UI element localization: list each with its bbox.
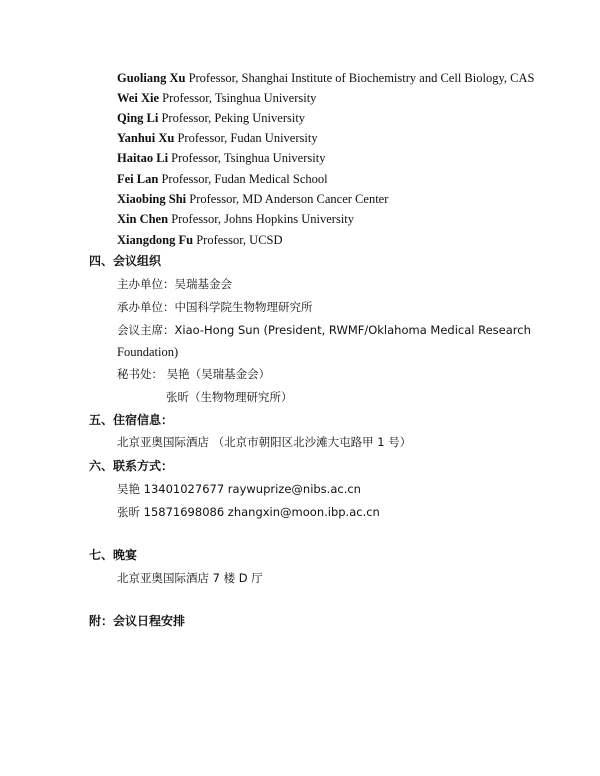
speaker-title: Professor, MD Anderson Cancer Center <box>186 192 389 206</box>
speaker-name: Qing Li <box>117 111 159 125</box>
speaker-entry <box>117 90 316 106</box>
speaker-entry <box>117 150 325 166</box>
speaker-title: Professor, Johns Hopkins University <box>168 212 355 226</box>
appendix-heading: 附：会议日程安排 <box>89 614 186 628</box>
speaker-title: Professor, Shanghai Institute of Biochemistry and Cell Biology, CAS <box>185 71 535 85</box>
speaker-entry <box>117 110 305 126</box>
speaker-entry <box>117 191 388 207</box>
speaker-name: Guoliang Xu <box>117 71 186 85</box>
speaker-name: Haitao Li <box>117 151 169 165</box>
organizer-line: 承办单位：中国科学院生物物理研究所 <box>117 300 313 314</box>
section-heading-dinner: 七、晚宴 <box>89 548 138 562</box>
dinner-venue-line: 北京亚奥国际酒店 7 楼 D 厅 <box>117 571 263 585</box>
speaker-title: Professor, UCSD <box>193 233 283 247</box>
speaker-title: Professor, Tsinghua University <box>159 91 317 105</box>
chair-line-continuation: Foundation) <box>117 345 179 359</box>
section-heading-organization: 四、会议组织 <box>89 254 162 268</box>
secretariat-line: 张昕（生物物理研究所） <box>166 390 293 404</box>
speaker-name: Xiangdong Fu <box>117 233 194 247</box>
speaker-title: Professor, Peking University <box>158 111 306 125</box>
speaker-name: Fei Lan <box>117 172 159 186</box>
secretariat-line: 秘书处： 吴艳（吴瑞基金会） <box>117 367 271 381</box>
speaker-name: Xin Chen <box>117 212 169 226</box>
speaker-title: Professor, Tsinghua University <box>168 151 326 165</box>
speaker-title: Professor, Fudan University <box>174 131 318 145</box>
speaker-entry <box>117 70 534 86</box>
speaker-name: Yanhui Xu <box>117 131 175 145</box>
contact-line: 张昕 15871698086 zhangxin@moon.ibp.ac.cn <box>117 505 380 519</box>
speaker-entry <box>117 211 354 227</box>
speaker-entry <box>117 232 283 248</box>
speaker-name: Wei Xie <box>117 91 160 105</box>
contact-line: 吴艳 13401027677 raywuprize@nibs.ac.cn <box>117 482 361 496</box>
speaker-name: Xiaobing Shi <box>117 192 187 206</box>
hotel-line: 北京亚奥国际酒店 （北京市朝阳区北沙滩大屯路甲 1 号） <box>117 435 412 449</box>
section-heading-accommodation: 五、住宿信息： <box>89 413 174 427</box>
speaker-entry <box>117 130 318 146</box>
speaker-entry <box>117 171 328 187</box>
speaker-title: Professor, Fudan Medical School <box>158 172 328 186</box>
chair-line: 会议主席：Xiao-Hong Sun (President, RWMF/Oklahoma Medical Research <box>117 323 531 337</box>
host-line: 主办单位：吴瑞基金会 <box>117 277 232 291</box>
section-heading-contact: 六、联系方式： <box>89 459 174 473</box>
